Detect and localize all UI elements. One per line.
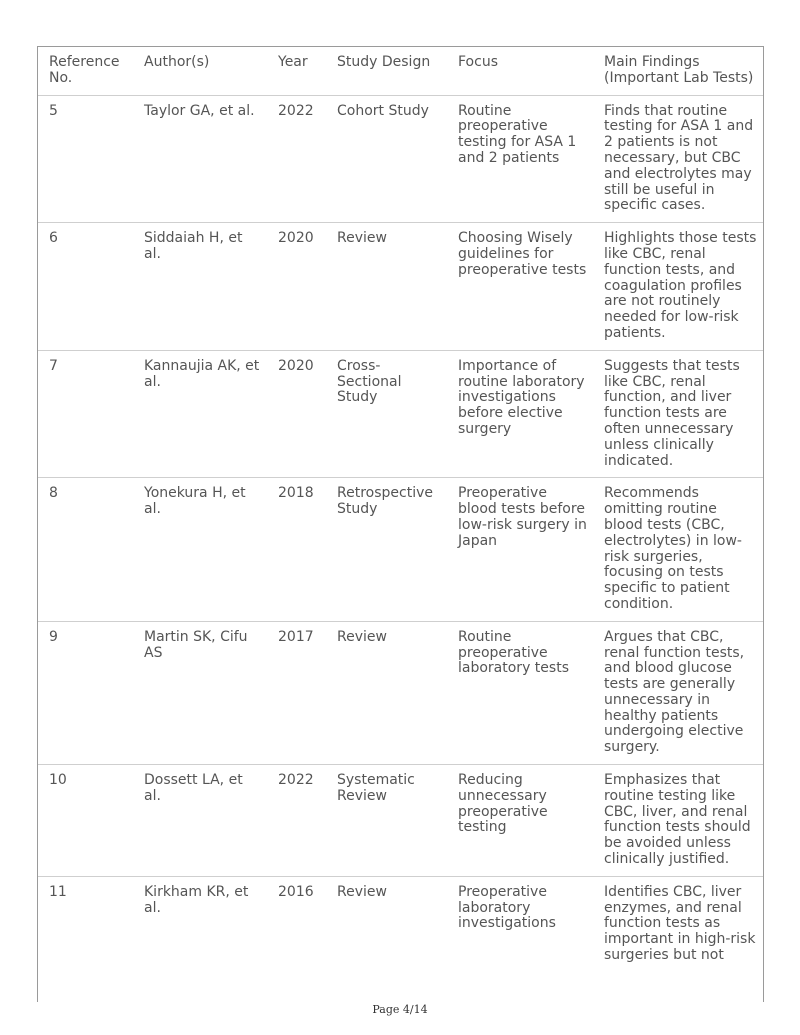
cell-year: 2018 xyxy=(278,485,314,502)
cell-authors: Kannaujia AK, et al. xyxy=(144,357,260,390)
cell-main-findings: Highlights those tests like CBC, renal function tests, and coagulation profiles are not routinely needed for low-risk patients. xyxy=(604,230,757,341)
cell-authors: Taylor GA, et al. xyxy=(144,102,255,119)
table-container xyxy=(37,46,764,1002)
cell-focus: Routine preoperative testing for ASA 1 and 2 patients xyxy=(458,102,577,166)
cell-authors: Martin SK, Cifu AS xyxy=(144,628,248,661)
cell-main-findings: Emphasizes that routine testing like CBC, liver, and renal function tests should be avoided unless clinically justified. xyxy=(604,772,751,868)
cell-reference-no: 8 xyxy=(49,485,58,502)
header-study-design: Study Design xyxy=(337,54,431,70)
cell-main-findings: Argues that CBC, renal function tests, and blood glucose tests are generally unnecessary in healthy patients undergoing elective surgery. xyxy=(604,628,745,756)
page-number: Page 4/14 xyxy=(372,1003,428,1016)
cell-focus: Preoperative blood tests before low-risk surgery in Japan xyxy=(458,485,587,549)
table-row xyxy=(38,621,763,764)
header-main-findings: Main Findings (Important Lab Tests) xyxy=(604,54,754,86)
cell-study-design: Cross-Sectional Study xyxy=(337,357,402,406)
table-header-row xyxy=(38,47,763,95)
header-year: Year xyxy=(278,54,308,70)
cell-focus: Preoperative laboratory investigations xyxy=(458,883,556,932)
cell-reference-no: 5 xyxy=(49,102,58,119)
cell-reference-no: 9 xyxy=(49,628,58,645)
table-row xyxy=(38,95,763,223)
table-row xyxy=(38,478,763,621)
cell-reference-no: 7 xyxy=(49,357,58,374)
cell-reference-no: 10 xyxy=(49,772,67,789)
table-row xyxy=(38,876,763,971)
cell-authors: Dossett LA, et al. xyxy=(144,772,243,804)
cell-focus: Routine preoperative laboratory tests xyxy=(458,628,569,677)
cell-focus: Reducing unnecessary preoperative testing xyxy=(458,772,548,836)
cell-main-findings: Identifies CBC, liver enzymes, and renal function tests as important in high-risk surgeries but not xyxy=(604,883,756,964)
cell-year: 2022 xyxy=(278,102,314,119)
cell-authors: Siddaiah H, et al. xyxy=(144,230,243,262)
literature-review-table xyxy=(38,47,763,972)
header-reference-no: Reference No. xyxy=(49,54,120,86)
cell-year: 2016 xyxy=(278,883,314,900)
cell-authors: Yonekura H, et al. xyxy=(144,485,246,518)
cell-main-findings: Finds that routine testing for ASA 1 and 2 patients is not necessary, but CBC and electrolytes may still be useful in specific cases. xyxy=(604,102,754,214)
cell-main-findings: Suggests that tests like CBC, renal function, and liver function tests are often unnecessary unless clinically indicated. xyxy=(604,357,740,469)
table-row xyxy=(38,350,763,478)
cell-main-findings: Recommends omitting routine blood tests (CBC, electrolytes) in low-risk surgeries, focusing on tests specific to patient condition. xyxy=(604,485,742,612)
cell-year: 2022 xyxy=(278,772,314,789)
cell-study-design: Review xyxy=(337,883,387,900)
cell-reference-no: 6 xyxy=(49,230,58,247)
table-row xyxy=(38,223,763,351)
cell-year: 2020 xyxy=(278,230,314,247)
cell-authors: Kirkham KR, et al. xyxy=(144,883,249,916)
cell-focus: Importance of routine laboratory investigations before elective surgery xyxy=(458,357,585,437)
cell-study-design: Review xyxy=(337,230,387,247)
cell-study-design: Cohort Study xyxy=(337,102,429,119)
cell-reference-no: 11 xyxy=(49,883,67,900)
cell-study-design: Systematic Review xyxy=(337,772,415,804)
cell-study-design: Retrospective Study xyxy=(337,485,433,518)
cell-year: 2020 xyxy=(278,357,314,374)
table-row xyxy=(38,765,763,877)
header-focus: Focus xyxy=(458,54,498,70)
cell-study-design: Review xyxy=(337,628,387,645)
header-authors: Author(s) xyxy=(144,54,210,70)
cell-focus: Choosing Wisely guidelines for preoperative tests xyxy=(458,230,587,278)
cell-year: 2017 xyxy=(278,628,314,645)
